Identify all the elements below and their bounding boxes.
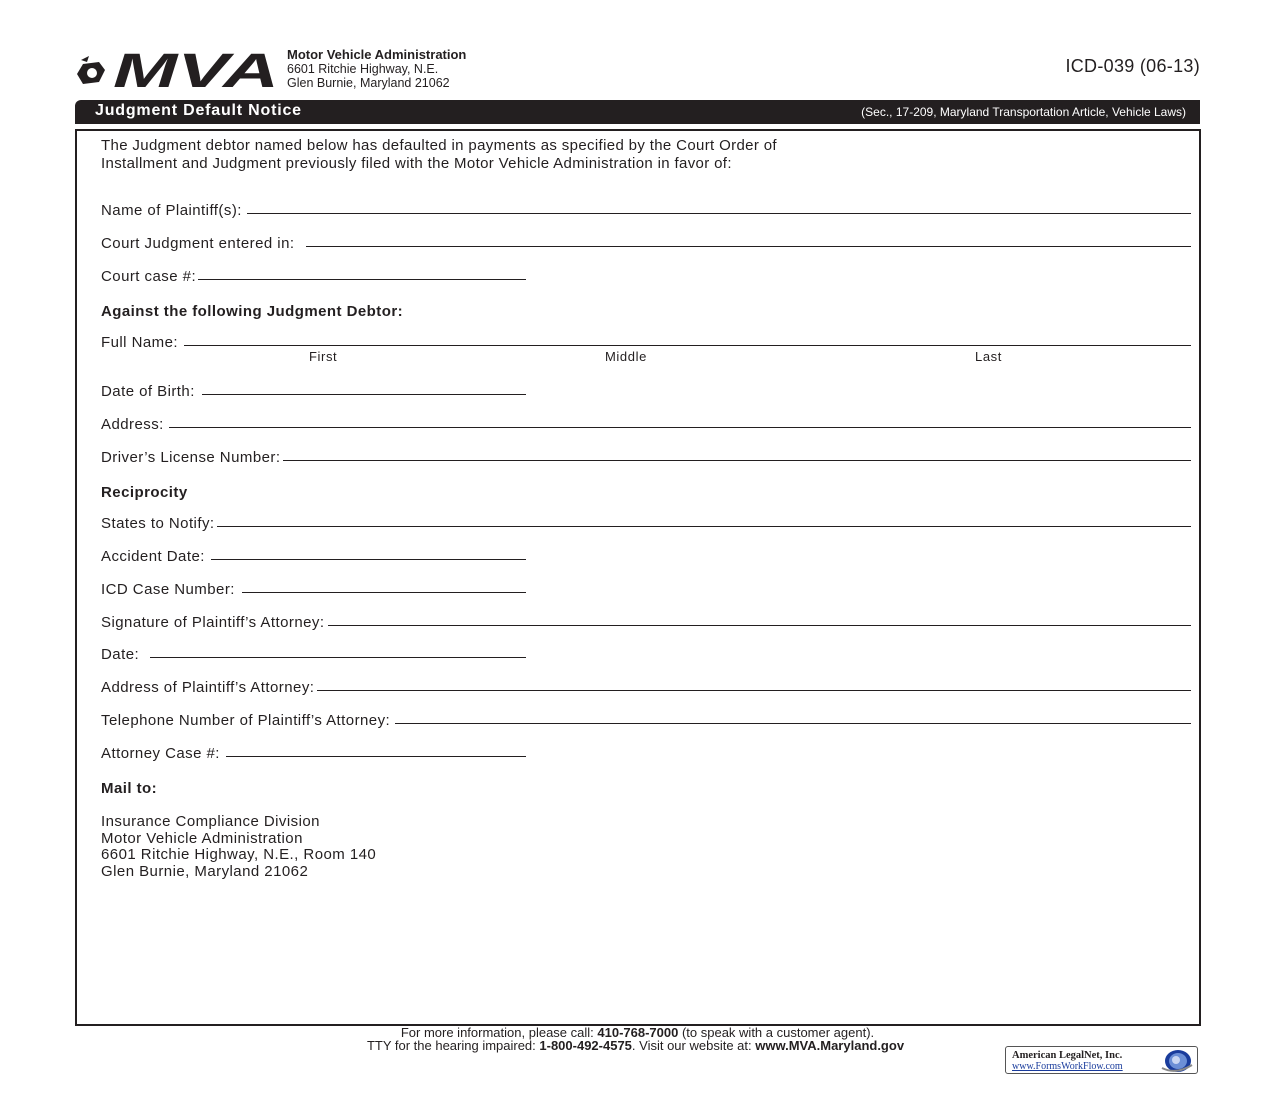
footer-call-text: For more information, please call:: [400, 1025, 598, 1040]
intro-text: [101, 137, 777, 172]
license-number-input-line[interactable]: [283, 441, 1191, 461]
license-number-field[interactable]: [101, 447, 1191, 467]
full-name-input-line[interactable]: [184, 326, 1191, 346]
legalnet-badge: [1005, 1046, 1198, 1074]
mva-logo-emblem: [77, 56, 105, 84]
org-address-line1: 6601 Ritchie Highway, N.E.: [287, 62, 439, 76]
attorney-phone-input-line[interactable]: [395, 704, 1191, 724]
mail-address-line3: 6601 Ritchie Highway, N.E., Room 140: [101, 846, 377, 863]
footer-tty-text: TTY for the hearing impaired:: [366, 1038, 540, 1053]
attorney-address-input-line[interactable]: [317, 671, 1191, 691]
accident-date-input-line[interactable]: [211, 540, 526, 560]
footer-agent-text: (to speak with a customer agent).: [678, 1025, 875, 1040]
icd-case-number-input-line[interactable]: [242, 573, 526, 593]
dob-label: Date of Birth:: [101, 383, 195, 400]
mail-address-line4: Glen Burnie, Maryland 21062: [101, 862, 309, 880]
attorney-case-input-line[interactable]: [226, 737, 526, 757]
address-label: Address:: [101, 416, 164, 433]
form-number: ICD-039 (06-13): [1065, 56, 1200, 76]
name-last-caption: Last: [975, 349, 1002, 364]
states-to-notify-field[interactable]: [101, 513, 1191, 533]
attorney-signature-label: Signature of Plaintiff’s Attorney:: [101, 614, 325, 631]
dob-input-line[interactable]: [202, 375, 526, 395]
full-name-label: Full Name:: [101, 334, 179, 351]
accident-date-field[interactable]: [101, 546, 526, 566]
date-input-line[interactable]: [150, 638, 526, 658]
accident-date-label: Accident Date:: [101, 548, 205, 565]
icd-case-number-label: ICD Case Number:: [101, 581, 235, 598]
plaintiff-name-field[interactable]: [101, 200, 1191, 220]
attorney-case-label: Attorney Case #:: [101, 745, 220, 762]
intro-line1: The Judgment debtor named below has defaulted in payments as specified by the Court Order of: [101, 137, 777, 154]
attorney-case-field[interactable]: [101, 743, 526, 763]
debtor-heading: Against the following Judgment Debtor:: [101, 303, 404, 320]
intro-line2: Installment and Judgment previously filed with the Motor Vehicle Administration in favor of:: [101, 154, 732, 172]
address-field[interactable]: [101, 414, 1191, 434]
court-judgment-field[interactable]: [101, 233, 1191, 253]
attorney-phone-label: Telephone Number of Plaintiff’s Attorney:: [101, 712, 391, 729]
legalnet-name: American LegalNet, Inc.: [1012, 1050, 1123, 1061]
dob-field[interactable]: [101, 381, 526, 401]
attorney-address-field[interactable]: [101, 677, 1191, 697]
attorney-signature-input-line[interactable]: [328, 606, 1191, 626]
attorney-address-label: Address of Plaintiff’s Attorney:: [101, 679, 315, 696]
name-first-caption: First: [309, 349, 338, 364]
states-to-notify-label: States to Notify:: [101, 515, 215, 532]
mail-address-line2: Motor Vehicle Administration: [101, 829, 303, 847]
address-input-line[interactable]: [169, 408, 1191, 428]
court-judgment-input-line[interactable]: [306, 227, 1191, 247]
footer-phone-number: 410-768-7000: [597, 1025, 679, 1040]
attorney-phone-field[interactable]: [101, 710, 1191, 730]
plaintiff-name-input-line[interactable]: [247, 194, 1191, 214]
mail-address-block: [101, 814, 376, 880]
license-number-label: Driver’s License Number:: [101, 449, 281, 466]
org-address-line2: Glen Burnie, Maryland 21062: [287, 76, 450, 90]
mail-to-heading: Mail to:: [101, 780, 158, 797]
mva-logo-text: MVA: [113, 50, 279, 90]
date-field[interactable]: [101, 644, 526, 664]
date-label: Date:: [101, 646, 140, 663]
mva-logo: [75, 50, 281, 90]
plaintiff-name-label: Name of Plaintiff(s):: [101, 202, 242, 219]
name-middle-caption: Middle: [605, 349, 647, 364]
org-name: Motor Vehicle Administration: [287, 47, 467, 62]
footer-website-link[interactable]: www.MVA.Maryland.gov: [755, 1038, 905, 1053]
reciprocity-heading: Reciprocity: [101, 484, 188, 501]
attorney-signature-field[interactable]: [101, 612, 1191, 632]
court-case-field[interactable]: [101, 266, 526, 286]
icd-case-number-field[interactable]: [101, 579, 526, 599]
footer-website-text: . Visit our website at:: [631, 1038, 756, 1053]
court-judgment-label: Court Judgment entered in:: [101, 235, 295, 252]
title-bar: [75, 100, 1200, 124]
court-case-input-line[interactable]: [198, 260, 526, 280]
form-title: Judgment Default Notice: [95, 102, 302, 119]
legalnet-url-link[interactable]: www.FormsWorkFlow.com: [1012, 1061, 1123, 1072]
globe-icon: [1158, 1048, 1194, 1074]
org-block: [287, 48, 466, 90]
statute-reference: (Sec., 17-209, Maryland Transportation Article, Vehicle Laws): [861, 105, 1186, 119]
mail-address-line1: Insurance Compliance Division: [101, 813, 320, 830]
footer-tty-number: 1-800-492-4575: [539, 1038, 632, 1053]
states-to-notify-input-line[interactable]: [217, 507, 1191, 527]
court-case-label: Court case #:: [101, 268, 197, 285]
